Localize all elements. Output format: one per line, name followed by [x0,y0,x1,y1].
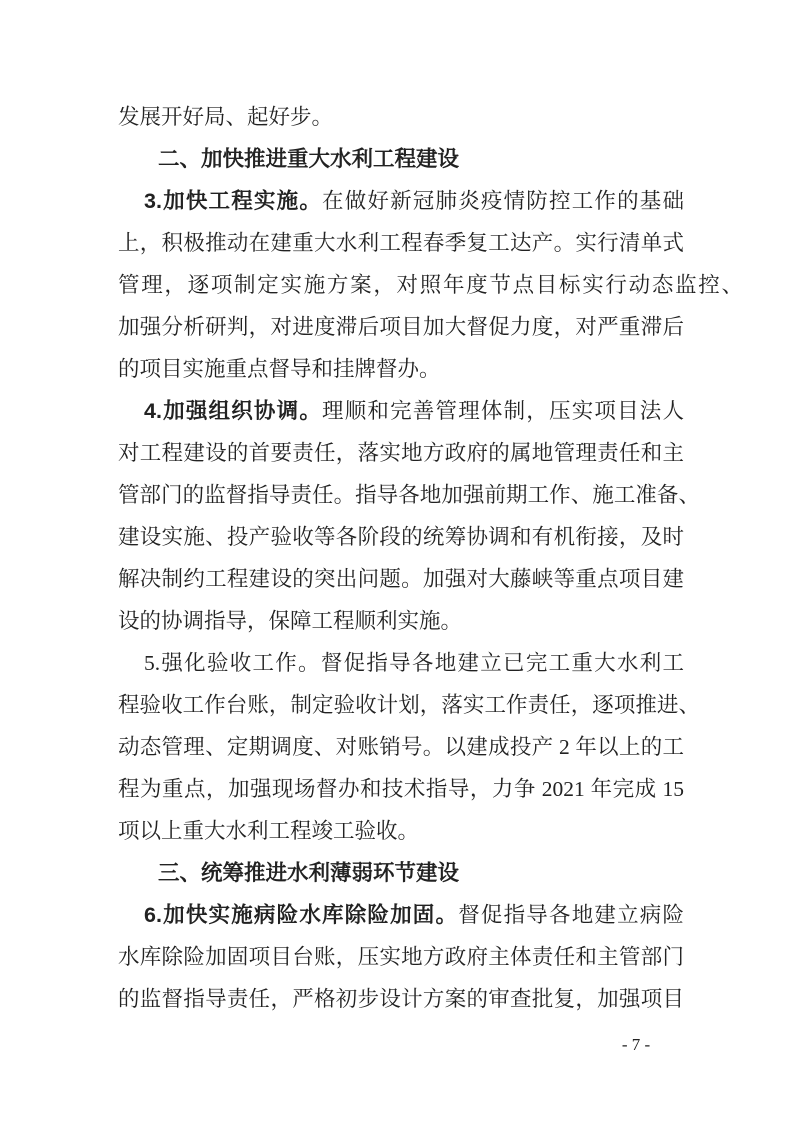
text-segment: 设的协调指导，保障工程顺利实施。 [118,609,463,633]
text-line [118,348,684,390]
text-segment: 督促指导各地建立病险 [458,903,684,927]
text-segment: 管部门的监督指导责任。指导各地加强前期工作、施工准备、 [118,483,700,507]
text-segment: 项以上重大水利工程竣工验收。 [118,819,420,843]
text-segment: 解决制约工程建设的突出问题。加强对大藤峡等重点项目建 [118,567,684,591]
text-block [118,96,743,1020]
text-segment: 6.加快实施病险水库除险加固。 [144,903,459,927]
text-line [118,432,684,474]
text-line [118,810,684,852]
text-line [118,558,684,600]
text-line [118,390,684,432]
text-segment: 对工程建设的首要责任，落实地方政府的属地管理责任和主 [118,441,684,465]
text-line [118,96,684,138]
text-segment: 二、加快推进重大水利工程建设 [158,147,460,171]
text-segment: 的项目实施重点督导和挂牌督办。 [118,357,441,381]
text-segment: 3.加快工程实施。 [144,189,323,213]
text-line [118,768,684,810]
text-segment: 水库除险加固项目台账，压实地方政府主体责任和主管部门 [118,945,684,969]
text-segment: 在做好新冠肺炎疫情防控工作的基础 [322,189,684,213]
text-line [118,516,684,558]
text-segment: 理顺和完善管理体制，压实项目法人 [322,399,684,423]
text-line [118,222,684,264]
text-segment: 动态管理、定期调度、对账销号。以建成投产 2 年以上的工 [118,735,684,759]
text-line [118,852,684,894]
text-line [118,180,684,222]
text-segment: 程为重点，加强现场督办和技术指导，力争 2021 年完成 15 [118,777,684,801]
text-segment: 4.加强组织协调。 [144,399,323,423]
text-segment: 程验收工作台账，制定验收计划，落实工作责任，逐项推进、 [118,693,700,717]
text-line [118,600,684,642]
text-segment: 5.强化验收工作。 [144,651,321,675]
text-line [118,936,684,978]
text-line [118,726,684,768]
text-line [118,642,684,684]
text-line [118,306,684,348]
text-segment: 三、统筹推进水利薄弱环节建设 [158,861,460,885]
text-segment: 管理，逐项制定实施方案，对照年度节点目标实行动态监控、 [118,273,743,297]
text-line [118,474,700,516]
text-line [118,264,743,306]
page-number: - 7 - [621,1035,651,1054]
text-segment: 的监督指导责任，严格初步设计方案的审查批复，加强项目 [118,987,684,1011]
text-segment: 加强分析研判，对进度滞后项目加大督促力度，对严重滞后 [118,315,684,339]
text-line [118,978,684,1020]
text-line [118,138,684,180]
text-line [118,894,684,936]
text-segment: 建设实施、投产验收等各阶段的统筹协调和有机衔接，及时 [118,525,684,549]
text-segment: 上，积极推动在建重大水利工程春季复工达产。实行清单式 [118,231,684,255]
text-segment: 督促指导各地建立已完工重大水利工 [320,651,684,675]
text-segment: 发展开好局、起好步。 [118,105,334,129]
text-line [118,684,700,726]
